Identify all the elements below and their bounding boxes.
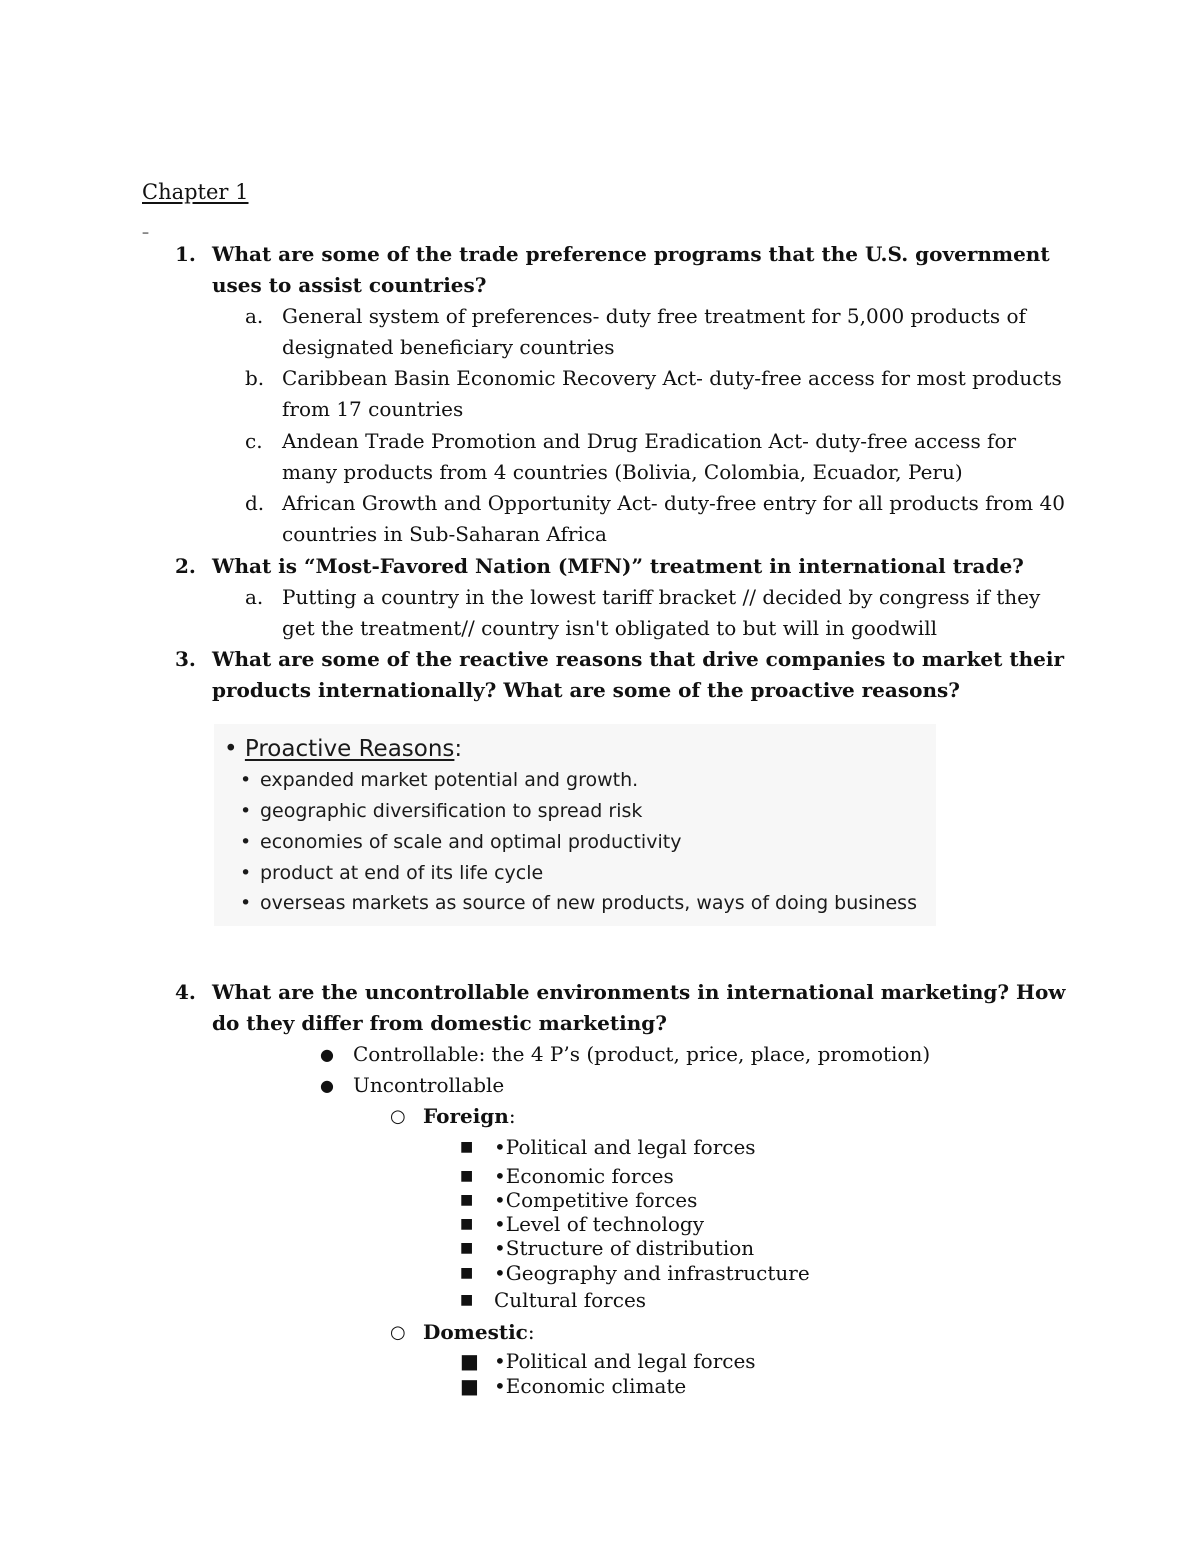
proactive-heading-text: Proactive Reasons bbox=[244, 736, 455, 762]
answer-1b bbox=[245, 363, 1065, 425]
foreign-label: Foreign bbox=[423, 1104, 509, 1128]
filled-circle-bullet-icon: ● bbox=[320, 1045, 334, 1064]
filled-circle-bullet-icon: ● bbox=[320, 1076, 334, 1095]
proactive-item-text: geographic diversification to spread risk bbox=[260, 800, 643, 822]
answer-text: General system of preferences- duty free treatment for 5,000 products of designated beneficiary countries bbox=[282, 304, 1026, 359]
domestic-item-text: •Economic climate bbox=[494, 1374, 687, 1398]
square-bullet-icon: ■ bbox=[460, 1192, 474, 1208]
bullet-icon: • bbox=[240, 800, 252, 822]
question-1 bbox=[175, 239, 1075, 301]
answer-1d bbox=[245, 488, 1065, 550]
proactive-item bbox=[240, 828, 682, 856]
foreign-heading bbox=[390, 1101, 516, 1132]
question-number: 3. bbox=[175, 647, 196, 671]
stray-mark: – bbox=[142, 225, 149, 241]
domestic-item bbox=[460, 1349, 756, 1374]
answer-text: Caribbean Basin Economic Recovery Act- duty-free access for most products from 17 countries bbox=[282, 366, 1062, 421]
square-bullet-icon: ■ bbox=[460, 1139, 474, 1155]
bullet-icon: • bbox=[240, 769, 252, 791]
answer-1a bbox=[245, 301, 1065, 363]
question-4 bbox=[175, 977, 1075, 1039]
foreign-item bbox=[460, 1236, 754, 1261]
bullet-icon: • bbox=[224, 736, 238, 762]
answer-2a bbox=[245, 582, 1065, 644]
question-text: What are some of the trade preference programs that the U.S. government uses to assist countries? bbox=[212, 242, 1050, 297]
bullet-icon: • bbox=[240, 892, 252, 914]
question-number: 2. bbox=[175, 554, 196, 578]
uncontrollable-text: Uncontrollable bbox=[353, 1073, 505, 1097]
proactive-reasons-image bbox=[214, 724, 936, 926]
domestic-heading bbox=[390, 1317, 535, 1348]
foreign-item-text: •Political and legal forces bbox=[494, 1135, 756, 1159]
answer-label: d. bbox=[245, 491, 265, 515]
colon: : bbox=[508, 1104, 516, 1128]
answer-text: African Growth and Opportunity Act- duty-free entry for all products from 40 countries in Sub-Saharan Africa bbox=[282, 491, 1065, 546]
foreign-item bbox=[460, 1135, 756, 1160]
foreign-item-text: •Level of technology bbox=[494, 1212, 705, 1236]
square-bullet-icon: ■ bbox=[460, 1292, 474, 1308]
heading-colon: : bbox=[454, 736, 463, 762]
square-bullet-icon: ■ bbox=[460, 1240, 474, 1256]
proactive-item bbox=[240, 766, 639, 794]
answer-label: a. bbox=[245, 304, 264, 328]
domestic-item bbox=[460, 1374, 686, 1399]
square-bullet-icon: ■ bbox=[460, 1374, 479, 1398]
proactive-item bbox=[240, 859, 544, 887]
foreign-item-text: •Geography and infrastructure bbox=[494, 1261, 810, 1285]
domestic-label: Domestic bbox=[423, 1320, 528, 1344]
foreign-item-text: •Economic forces bbox=[494, 1164, 674, 1188]
open-circle-bullet-icon: ○ bbox=[390, 1322, 406, 1343]
answer-1c bbox=[245, 426, 1065, 488]
chapter-title: Chapter 1 bbox=[142, 180, 249, 204]
foreign-item bbox=[460, 1164, 674, 1189]
foreign-item bbox=[460, 1212, 704, 1237]
controllable-item bbox=[320, 1039, 930, 1070]
answer-text: Putting a country in the lowest tariff bracket // decided by congress if they get the treatment// country isn't obligated to but will in goodwill bbox=[282, 585, 1041, 640]
answer-label: a. bbox=[245, 585, 264, 609]
proactive-heading bbox=[224, 732, 462, 766]
open-circle-bullet-icon: ○ bbox=[390, 1106, 406, 1127]
bullet-icon: • bbox=[240, 862, 252, 884]
proactive-item bbox=[240, 889, 917, 917]
bullet-icon: • bbox=[240, 831, 252, 853]
controllable-text: Controllable: the 4 P’s (product, price, place, promotion) bbox=[353, 1042, 931, 1066]
proactive-item-text: expanded market potential and growth. bbox=[260, 769, 639, 791]
colon: : bbox=[527, 1320, 535, 1344]
foreign-item-text: •Competitive forces bbox=[494, 1188, 698, 1212]
question-text: What are the uncontrollable environments in international marketing? How do they differ from domestic marketing? bbox=[212, 980, 1066, 1035]
foreign-item bbox=[460, 1288, 646, 1313]
question-2 bbox=[175, 551, 1075, 582]
answer-label: b. bbox=[245, 366, 265, 390]
answer-text: Andean Trade Promotion and Drug Eradication Act- duty-free access for many products from 4 countries (Bolivia, Colombia, Ecuador, Peru) bbox=[282, 429, 1017, 484]
answer-label: c. bbox=[245, 429, 263, 453]
proactive-item-text: product at end of its life cycle bbox=[260, 862, 544, 884]
foreign-item-text: Cultural forces bbox=[494, 1288, 647, 1312]
foreign-item-text: •Structure of distribution bbox=[494, 1236, 755, 1260]
domestic-item-text: •Political and legal forces bbox=[494, 1349, 756, 1373]
question-3 bbox=[175, 644, 1075, 706]
uncontrollable-item bbox=[320, 1070, 504, 1101]
proactive-item-text: overseas markets as source of new products, ways of doing business bbox=[260, 892, 917, 914]
proactive-item bbox=[240, 797, 643, 825]
square-bullet-icon: ■ bbox=[460, 1216, 474, 1232]
foreign-item bbox=[460, 1188, 697, 1213]
question-text: What is “Most-Favored Nation (MFN)” treatment in international trade? bbox=[212, 554, 1024, 578]
square-bullet-icon: ■ bbox=[460, 1168, 474, 1184]
square-bullet-icon: ■ bbox=[460, 1349, 479, 1373]
question-text: What are some of the reactive reasons that drive companies to market their products internationally? What are some of the proactive reasons? bbox=[212, 647, 1064, 702]
square-bullet-icon: ■ bbox=[460, 1265, 474, 1281]
question-number: 4. bbox=[175, 980, 196, 1004]
proactive-item-text: economies of scale and optimal productivity bbox=[260, 831, 682, 853]
question-number: 1. bbox=[175, 242, 196, 266]
foreign-item bbox=[460, 1261, 810, 1286]
